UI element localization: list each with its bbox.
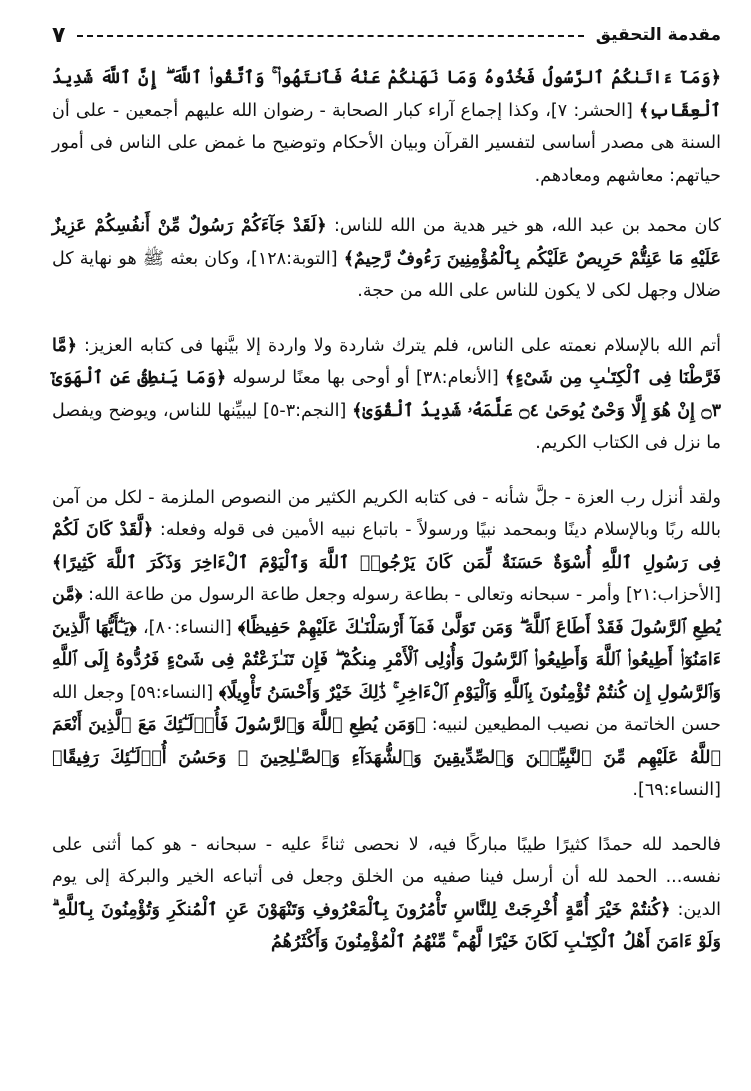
quran-verse: ﴿لَّقَدْ كَانَ لَكُمْ فِى رَسُولِ ٱللَّهِ أُسْوَةٌ حَسَنَةٌ لِّمَن كَانَ يَرْجُوا۟ ٱللَّهَ وَٱلْيَوْمَ ٱلْءَاخِرَ وَذَكَرَ ٱللَّهَ كَثِيرًا﴾ [52,520,721,573]
quran-verse: ﴿وَمَن يُطِعِ ٱللَّهَ وَٱلرَّسُولَ فَأُو۟لَـٰٓئِكَ مَعَ ٱلَّذِينَ أَنْعَمَ ٱللَّهُ عَلَيْهِم مِّنَ ٱلنَّبِيِّـۧنَ وَٱلصِّدِّيقِينَ وَٱلشُّهَدَآءِ وَٱلصَّـٰلِحِينَ ۚ وَحَسُنَ أُو۟لَـٰٓئِكَ رَفِيقًا﴾ [52,715,721,768]
paragraph-text: [الأنعام:٣٨] أو أوحى بها معنًا لرسوله [226,368,505,388]
quran-verse: ﴿لَقَدْ جَآءَكُمْ رَسُولٌ مِّنْ أَنفُسِكُمْ عَزِيزٌ عَلَيْهِ مَا عَنِتُّمْ حَرِيصٌ عَلَيْكُم بِٱلْمُؤْمِنِينَ رَءُوفٌ رَّحِيمٌ﴾ [52,216,721,269]
paragraph-text: ولقد أنزل رب العزة - جلَّ شأنه - فى كتابه الكريم الكثير من النصوص الملزمة - لكل من آمن بالله ربًا وبالإسلام دينًا وبمحمد نبيًا ورسولاً - باتباع نبيه الأمين فى قوله وفعله: [52,487,721,540]
quran-verse: ﴿مَّن يُطِعِ ٱلرَّسُولَ فَقَدْ أَطَاعَ ٱللَّهَ ۖ وَمَن تَوَلَّىٰ فَمَآ أَرْسَلْنَـٰكَ عَلَيْهِمْ حَفِيظًا﴾ [52,585,721,638]
paragraph-text: [الأحزاب:٢١] وأمر - سبحانه وتعالى - بطاعة رسوله وجعل طاعة الرسول من طاعة الله: [82,585,721,605]
paragraph-text: [النساء:٨٠]، [136,617,238,638]
section-title: مقدمة التحقيق [595,25,721,45]
page-number: ٧ [52,22,66,48]
page-body [52,62,721,959]
quran-verse: ﴿كُنتُمْ خَيْرَ أُمَّةٍ أُخْرِجَتْ لِلنَّاسِ تَأْمُرُونَ بِٱلْمَعْرُوفِ وَتَنْهَوْنَ عَنِ ٱلْمُنكَرِ وَتُؤْمِنُونَ بِٱللَّهِ ۗ وَلَوْ ءَامَنَ أَهْلُ ٱلْكِتَـٰبِ لَكَانَ خَيْرًا لَّهُم ۚ مِّنْهُمُ ٱلْمُؤْمِنُونَ وَأَكْثَرُهُمُ [52,899,721,952]
paragraph-text: [النساء:٥٩] وجعل الله حسن الخاتمة من نصيب المطيعين لنبيه: [52,682,721,735]
paragraph-3 [52,330,721,460]
paragraph-1 [52,62,721,192]
paragraph-5 [52,829,721,959]
book-page [52,22,721,1071]
paragraph-text: [النجم:٣-٥] ليبيِّنها للناس، ويوضح ويفصل ما نزل فى الكتاب الكريم. [52,400,721,453]
paragraph-text: كان محمد بن عبد الله، هو خير هدية من الله للناس: [326,216,721,236]
page-header [52,22,721,48]
paragraph-text: [النساء:٦٩]. [632,780,721,800]
paragraph-text: فالحمد لله حمدًا كثيرًا طيبًا مباركًا فيه، لا نحصى ثناءً عليه - سبحانه - هو كما أثنى على نفسه... الحمد لله أن أرسل فينا صفيه من الخلق وجعل فى أتباعه الخير والبركة إلى يوم الدين: [52,834,722,920]
paragraph-2 [52,210,721,308]
paragraph-text: أتم الله بالإسلام نعمته على الناس، فلم يترك شاردة ولا واردة إلا بيَّنها فى كتابه العزيز: [76,335,721,356]
quran-verse: ﴿وَمَآ ءَاتَىٰكُمُ ٱلرَّسُولُ فَخُذُوهُ وَمَا نَهَىٰكُمْ عَنْهُ فَٱنتَهُوا۟ ۚ وَٱتَّقُوا۟ ٱللَّهَ ۖ إِنَّ ٱللَّهَ شَدِيدُ ٱلْعِقَابِ﴾ [52,68,721,121]
paragraph-text: [الحشر: ٧]، وكذا إجماع آراء كبار الصحابة - رضوان الله عليهم أجمعين - على أن السنة هى مصدر أساسى لتفسير القرآن وبيان الأحكام وتوضيح ما غمض على الناس فى أمور حياتهم: معاشهم ومعادهم. [52,100,721,186]
paragraph-4 [52,482,721,807]
paragraph-text: [التوبة:١٢٨]، وكان بعثه ﷺ هو نهاية كل ضلال وجهل لكى لا يكون للناس على الله من حجة. [52,248,721,301]
quran-verse: ﴿يَـٰٓأَيُّهَا ٱلَّذِينَ ءَامَنُوٓا۟ أَطِيعُوا۟ ٱللَّهَ وَأَطِيعُوا۟ ٱلرَّسُولَ وَأُو۟لِى ٱلْأَمْرِ مِنكُمْ ۖ فَإِن تَنَـٰزَعْتُمْ فِى شَىْءٍ فَرُدُّوهُ إِلَى ٱللَّهِ وَٱلرَّسُولِ إِن كُنتُمْ تُؤْمِنُونَ بِٱللَّهِ وَٱلْيَوْمِ ٱلْءَاخِرِ ۚ ذَٰلِكَ خَيْرٌ وَأَحْسَنُ تَأْوِيلًا﴾ [52,617,722,703]
quran-verse: ﴿مَّا فَرَّطْنَا فِى ٱلْكِتَـٰبِ مِن شَىْءٍ﴾ [52,335,722,388]
header-rule [77,35,583,37]
quran-verse: ﴿وَمَا يَنطِقُ عَنِ ٱلْهَوَىٰٓ ۝٣ إِنْ هُوَ إِلَّا وَحْىٌ يُوحَىٰ ۝٤ عَلَّمَهُۥ شَدِيدُ ٱلْقُوَىٰ﴾ [52,368,721,421]
